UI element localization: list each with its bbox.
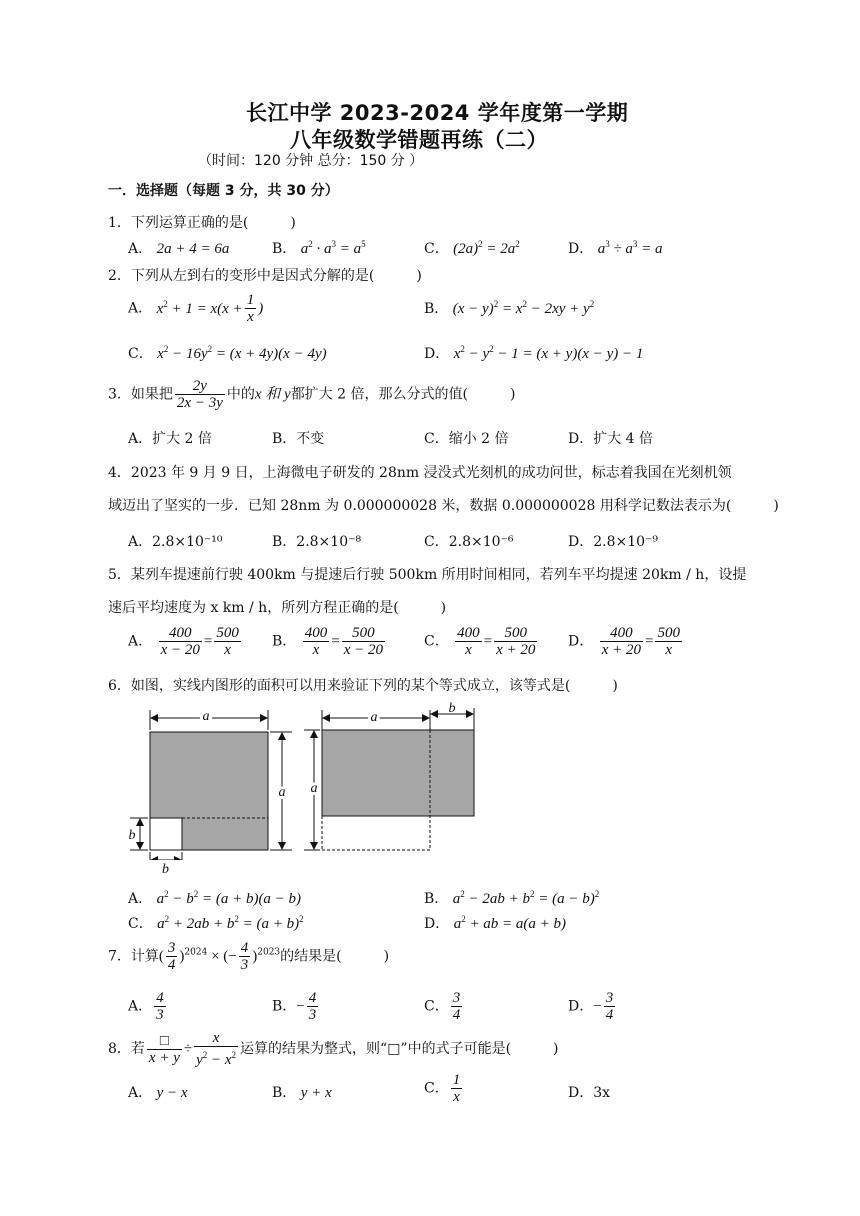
q7-stem: 7．计算( $\frac{3}{4}$ )$^{2024}$ × (− $\frac{4}{3}$ )$^{2023}$的结果是( ) [108, 940, 390, 973]
q6-label-a-top2: a [370, 710, 378, 725]
title-line2: 八年级数学错题再练（二） [290, 128, 548, 152]
q2-option-b[interactable]: B． $(x - y)^2 = x^2 - 2xy + y^2$ [424, 299, 595, 317]
q1-option-c[interactable]: C． $(2a)^2 = 2a^2$ [424, 239, 520, 257]
q3-option-d[interactable]: D．扩大 4 倍 [568, 431, 654, 447]
title-line1: 长江中学 2023-2024 学年度第一学期 [246, 101, 629, 125]
q6-figure [120, 700, 500, 860]
q3-option-a[interactable]: A．扩大 2 倍 [128, 431, 212, 447]
q7-option-d[interactable]: D．− $\frac{3}{4}$ [568, 990, 614, 1023]
q5-option-d[interactable]: D． $\frac{400}{x + 20}$ = $\frac{500}{x}$ [568, 625, 680, 658]
q3-option-c[interactable]: C．缩小 2 倍 [424, 431, 509, 447]
q4-stem-line1: 4．2023 年 9 月 9 日，上海微电子研发的 28nm 浸没式光刻机的成功问世，标志着我国在光刻机领 [108, 465, 732, 481]
q1-option-d[interactable]: D． $a^3 \div a^3 = a$ [568, 239, 663, 257]
q8-option-b[interactable]: B． y + x [272, 1085, 332, 1101]
q2-option-d[interactable]: D． $x^2 - y^2 - 1 = (x + y)(x - y) - 1$ [424, 344, 644, 362]
q6-option-d[interactable]: D． $a^2$ + ab = a(a + b) [424, 914, 567, 932]
q4-option-c[interactable]: C．2.8×10⁻⁶ [424, 534, 514, 550]
q2-option-c[interactable]: C． $x^2 - 16y^2 = (x + 4y)(x - 4y)$ [128, 344, 327, 362]
q6-label-b-left: b [128, 828, 136, 843]
q8-stem: 8．若 $\frac{□}{x + y}$ ÷ $\frac{x}{y^2 - x^2}$ 运算的结果为整式，则“□”中的式子可能是( ) [108, 1030, 559, 1068]
q1-option-a[interactable]: A． 2a + 4 = 6a [128, 241, 230, 257]
q4-stem-line2: 域迈出了坚实的一步．已知 28nm 为 0.000000028 米，数据 0.000000028 用科学记数法表示为( ) [108, 498, 779, 514]
q1-option-b[interactable]: B． $a^2 \cdot a^3 = a^5$ [272, 239, 366, 257]
q5-option-c[interactable]: C． $\frac{400}{x}$ = $\frac{500}{x + 20}$ [424, 625, 536, 658]
q6-label-b-bottom: b [162, 862, 169, 877]
q6-option-a[interactable]: A． $a^2 - b^2 = (a + b)(a - b)$ [128, 889, 302, 907]
q3-option-b[interactable]: B．不变 [272, 431, 325, 447]
q3-stem: 3．如果把 $\frac{2y}{2x - 3y}$ 中的x 和 y都扩大 2 倍，那么分式的值( ) [108, 378, 516, 411]
q4-option-d[interactable]: D．2.8×10⁻⁹ [568, 534, 659, 550]
q6-label-b-top: b [448, 701, 456, 716]
q5-stem-line2: 速后平均速度为 x km / h，所列方程正确的是( ) [108, 600, 447, 616]
q6-label-a-top: a [202, 709, 210, 724]
q8-option-a[interactable]: A． y − x [128, 1085, 188, 1101]
q2-option-a[interactable]: A． $x^2 + 1 = x(x$ + $\frac{1}{x}$ ) [128, 292, 264, 325]
q4-option-b[interactable]: B．2.8×10⁻⁸ [272, 534, 362, 550]
q7-option-a[interactable]: A． $\frac{4}{3}$ [128, 990, 164, 1023]
q6-option-b[interactable]: B． $a^2 - 2ab + b^2 = (a - b)^2$ [424, 889, 600, 907]
section-heading: 一．选择题（每题 3 分，共 30 分） [108, 183, 339, 199]
q5-option-a[interactable]: A． $\frac{400}{x - 20}$ = $\frac{500}{x}$ [128, 625, 239, 658]
q1-stem: 1．下列运算正确的是( ) [108, 215, 296, 231]
q6-stem: 6．如图，实线内图形的面积可以用来验证下列的某个等式成立，该等式是( ) [108, 678, 618, 694]
q5-option-b[interactable]: B． $\frac{400}{x}$ = $\frac{500}{x - 20}$ [272, 625, 383, 658]
q2-stem: 2．下列从左到右的变形中是因式分解的是( ) [108, 268, 422, 284]
q6-label-a-right: a [278, 785, 286, 800]
q7-option-b[interactable]: B．− $\frac{4}{3}$ [272, 990, 317, 1023]
q6-option-c[interactable]: C． $a^2 + 2ab + b^2 = (a + b)^2$ [128, 914, 304, 932]
q5-stem-line1: 5．某列车提速前行驶 400km 与提速后行驶 500km 所用时间相同，若列车平均提速 20km / h，设提 [108, 567, 747, 583]
q8-option-c[interactable]: C． $\frac{1}{x}$ [424, 1072, 461, 1105]
q4-option-a[interactable]: A．2.8×10⁻¹⁰ [128, 534, 223, 550]
q8-option-d[interactable]: D．3x [568, 1085, 611, 1101]
time-info: （时间：120 分钟 总分：150 分 ） [198, 153, 424, 169]
q6-label-a-left2: a [310, 781, 318, 796]
q7-option-c[interactable]: C． $\frac{3}{4}$ [424, 990, 461, 1023]
